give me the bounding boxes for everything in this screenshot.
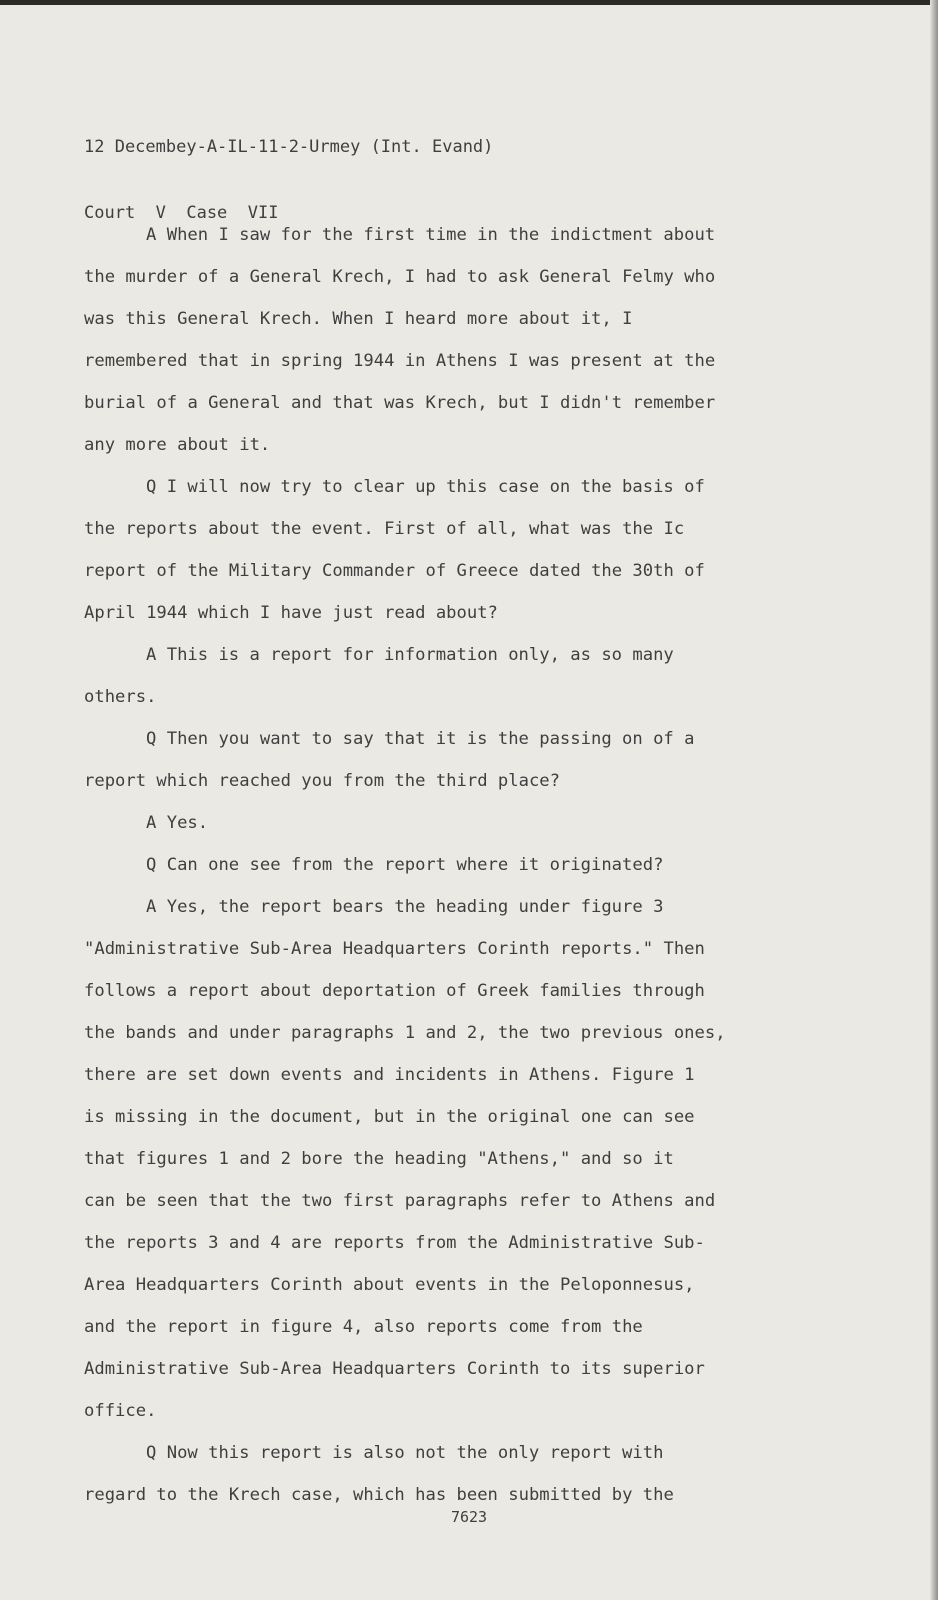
line-text: any more about it. [84, 435, 271, 455]
line-text: and the report in figure 4, also reports come from the [84, 1317, 643, 1337]
transcript-line [84, 1432, 854, 1474]
transcript-line [84, 550, 854, 592]
line-text: office. [84, 1401, 157, 1421]
transcript-paragraph [84, 466, 854, 634]
transcript-paragraph [84, 844, 854, 886]
transcript-line [84, 256, 854, 298]
line-text: burial of a General and that was Krech, but I didn't remember [84, 393, 716, 413]
line-text: This is a report for information only, as so many [166, 645, 674, 665]
speaker-marker: Q [146, 855, 157, 875]
transcript-line [84, 1222, 854, 1264]
transcript-paragraph [84, 886, 854, 1432]
scan-edge-top [0, 0, 938, 5]
header-line-court: Court V Case VII [84, 203, 279, 223]
page-number: 7623 [450, 1508, 488, 1526]
transcript-line [84, 466, 854, 508]
line-text: Then you want to say that it is the passing on of a [166, 729, 695, 749]
line-text: can be seen that the two first paragraphs refer to Athens and [84, 1191, 716, 1211]
line-text: others. [84, 687, 157, 707]
transcript-paragraph [84, 214, 854, 466]
line-text: the bands and under paragraphs 1 and 2, the two previous ones, [84, 1023, 726, 1043]
line-text: that figures 1 and 2 bore the heading "Athens," and so it [84, 1149, 674, 1169]
line-text: Administrative Sub-Area Headquarters Corinth to its superior [84, 1359, 705, 1379]
transcript-line [84, 676, 854, 718]
transcript-line [84, 340, 854, 382]
speaker-marker: A [146, 897, 157, 917]
transcript-line [84, 298, 854, 340]
speaker-marker: Q [146, 729, 157, 749]
line-text: was this General Krech. When I heard more about it, I [84, 309, 633, 329]
transcript-line [84, 592, 854, 634]
transcript-paragraph [84, 718, 854, 802]
header-line-date: 12 Decembey-A-IL-11-2-Urmey (Int. Evand) [84, 137, 494, 157]
line-text: April 1944 which I have just read about? [84, 603, 498, 623]
line-text: the murder of a General Krech, I had to ask General Felmy who [84, 267, 716, 287]
transcript-line [84, 1012, 854, 1054]
transcript-line [84, 1264, 854, 1306]
transcript-line [84, 886, 854, 928]
line-text: I will now try to clear up this case on the basis of [166, 477, 705, 497]
transcript-line [84, 760, 854, 802]
line-text: Yes. [166, 813, 209, 833]
speaker-marker: A [146, 813, 157, 833]
line-text: is missing in the document, but in the original one can see [84, 1107, 695, 1127]
transcript-paragraph [84, 802, 854, 844]
speaker-marker: A [146, 645, 157, 665]
line-text: regard to the Krech case, which has been submitted by the [84, 1485, 674, 1505]
line-text: there are set down events and incidents in Athens. Figure 1 [84, 1065, 695, 1085]
transcript-paragraph [84, 634, 854, 718]
line-text: Now this report is also not the only report with [166, 1443, 664, 1463]
transcript-line [84, 1138, 854, 1180]
transcript-line [84, 970, 854, 1012]
transcript-line [84, 1390, 854, 1432]
line-text: Yes, the report bears the heading under figure 3 [166, 897, 664, 917]
transcript-line [84, 634, 854, 676]
line-text: the reports 3 and 4 are reports from the Administrative Sub- [84, 1233, 705, 1253]
line-text: Can one see from the report where it originated? [166, 855, 664, 875]
line-text: follows a report about deportation of Greek families through [84, 981, 705, 1001]
transcript-line [84, 1054, 854, 1096]
transcript-line [84, 1180, 854, 1222]
transcript-line [84, 214, 854, 256]
line-text: "Administrative Sub-Area Headquarters Corinth reports." Then [84, 939, 705, 959]
transcript-line [84, 1096, 854, 1138]
transcript-line [84, 718, 854, 760]
transcript-line [84, 382, 854, 424]
speaker-marker: Q [146, 477, 157, 497]
scan-edge-right [930, 0, 938, 1600]
transcript-body [84, 214, 854, 1516]
speaker-marker: Q [146, 1443, 157, 1463]
transcript-line [84, 928, 854, 970]
line-text: Area Headquarters Corinth about events in the Peloponnesus, [84, 1275, 695, 1295]
line-text: report which reached you from the third place? [84, 771, 560, 791]
transcript-line [84, 1306, 854, 1348]
transcript-line [84, 802, 854, 844]
line-text: the reports about the event. First of all, what was the Ic [84, 519, 685, 539]
line-text: When I saw for the first time in the indictment about [166, 225, 716, 245]
transcript-paragraph [84, 1432, 854, 1516]
transcript-line [84, 508, 854, 550]
transcript-line [84, 1348, 854, 1390]
transcript-line [84, 424, 854, 466]
line-text: report of the Military Commander of Greece dated the 30th of [84, 561, 705, 581]
line-text: remembered that in spring 1944 in Athens I was present at the [84, 351, 716, 371]
transcript-line [84, 844, 854, 886]
speaker-marker: A [146, 225, 157, 245]
